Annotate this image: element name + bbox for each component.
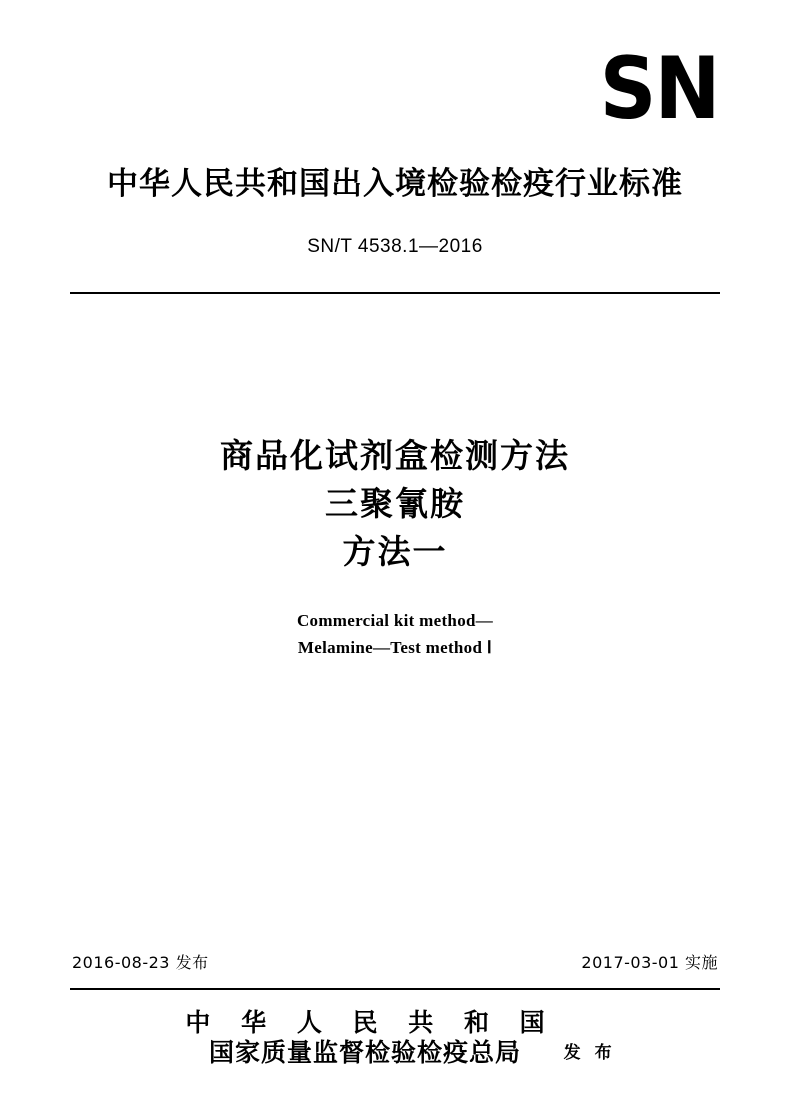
document-title-line-3: 方法一 xyxy=(342,532,448,571)
implementation-date: 2017-03-01 实施 xyxy=(581,953,718,972)
issuer-publish-label: 发 布 xyxy=(563,1043,616,1063)
document-title-english-line-1: Commercial kit method— xyxy=(296,611,494,630)
issuer-block xyxy=(0,1008,790,1068)
document-title-english xyxy=(0,607,790,661)
document-title xyxy=(0,432,790,576)
issuer-name-line-2: 国家质量监督检验检疫总局 xyxy=(209,1038,522,1067)
document-title-english-line-2: Melamine—Test method Ⅰ xyxy=(297,638,493,657)
document-title-line-2: 三聚氰胺 xyxy=(325,484,465,523)
header-divider xyxy=(70,292,720,294)
date-row xyxy=(72,950,718,973)
sn-logo-icon: SN xyxy=(599,39,718,139)
footer-divider xyxy=(70,988,720,990)
document-title-line-1: 商品化试剂盒检测方法 xyxy=(220,436,570,475)
standard-number: SN/T 4538.1—2016 xyxy=(307,236,483,257)
organization-title: 中华人民共和国出入境检验检疫行业标准 xyxy=(107,166,683,202)
issuer-name-line-1: 中 华 人 民 共 和 国 xyxy=(185,1008,556,1037)
issue-date: 2016-08-23 发布 xyxy=(72,953,209,972)
sn-logo-container xyxy=(468,39,718,139)
